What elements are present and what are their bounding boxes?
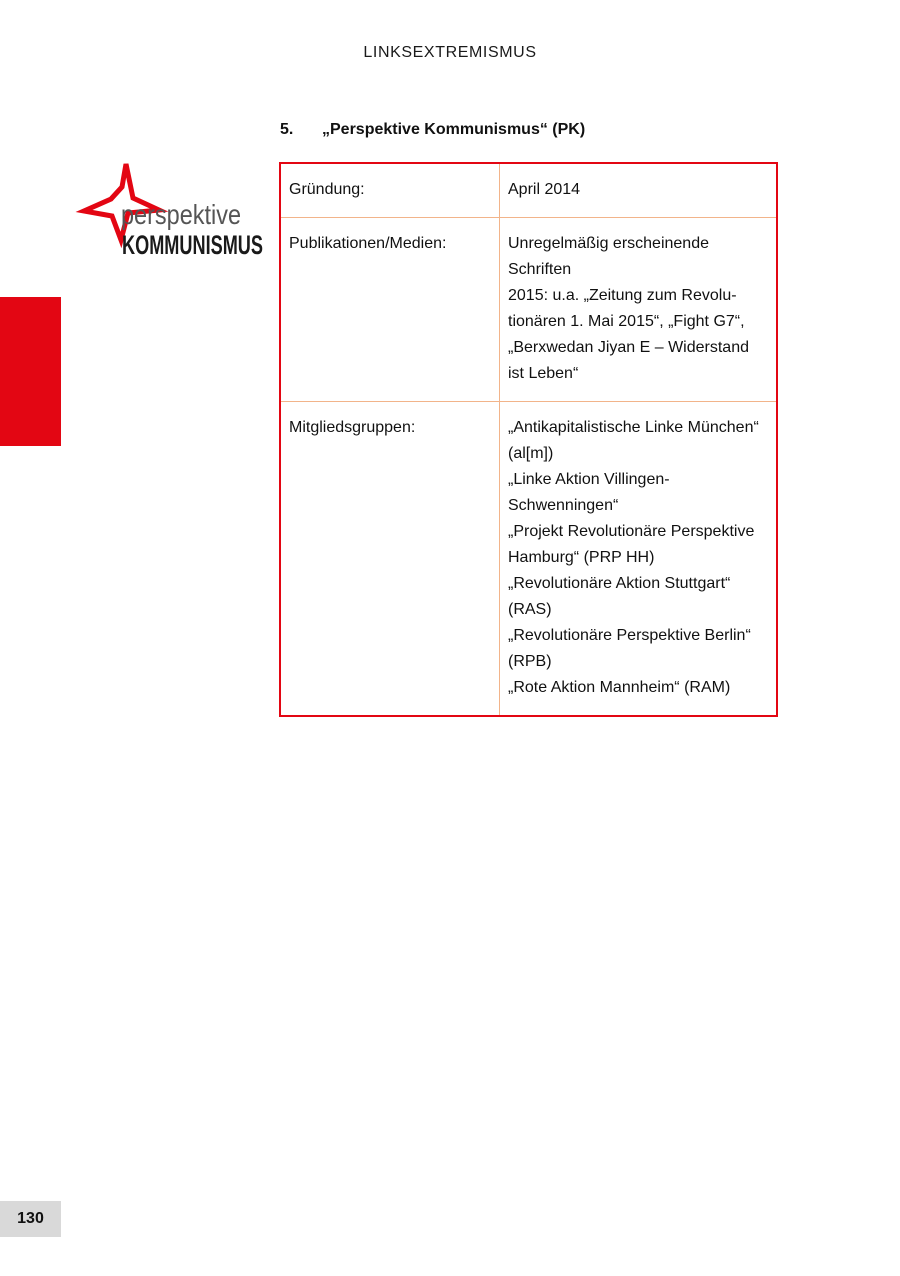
value-line: Schriften <box>508 261 572 278</box>
value-line: „Revolutionäre Perspektive Berlin“ <box>508 627 751 644</box>
value-line: (RAS) <box>508 601 552 618</box>
perspektive-kommunismus-logo <box>82 162 264 262</box>
section-heading <box>280 121 585 139</box>
page-number: 130 <box>0 1201 61 1237</box>
value-line: ist Leben“ <box>508 365 579 382</box>
logo-line2: KOMMUNISMUS <box>122 230 263 260</box>
row-value <box>500 402 778 717</box>
logo-line1: perspektive <box>121 199 241 230</box>
chapter-color-tab <box>0 297 61 446</box>
running-header: LINKSEXTREMISMUS <box>363 44 537 61</box>
value-line: (RPB) <box>508 653 552 670</box>
section-number: 5. <box>280 121 294 138</box>
value-line: 2015: u.a. „Zeitung zum Revolu- <box>508 287 737 304</box>
value-line: „Antikapitalistische Linke München“ <box>508 419 759 436</box>
value-line: „Berxwedan Jiyan E – Widerstand <box>508 339 749 356</box>
value-line: „Projekt Revolutionäre Perspektive <box>508 523 755 540</box>
row-value <box>500 163 778 218</box>
row-value <box>500 218 778 402</box>
section-title: „Perspektive Kommunismus“ (PK) <box>322 121 586 138</box>
table-row <box>280 402 777 717</box>
value-line: (al[m]) <box>508 445 554 462</box>
value-line: „Rote Aktion Mannheim“ (RAM) <box>508 679 731 696</box>
value-line: „Revolutionäre Aktion Stuttgart“ <box>508 575 731 592</box>
row-label: Mitgliedsgruppen: <box>280 402 500 717</box>
value-line: Hamburg“ (PRP HH) <box>508 549 655 566</box>
value-line: „Linke Aktion Villingen- <box>508 471 670 488</box>
table-row <box>280 218 777 402</box>
row-label: Gründung: <box>280 163 500 218</box>
table-row <box>280 163 777 218</box>
value-line: Unregelmäßig erscheinende <box>508 235 709 252</box>
value-line: April 2014 <box>508 181 581 198</box>
organization-info-table <box>279 162 778 717</box>
row-label: Publikationen/Medien: <box>280 218 500 402</box>
value-line: Schwenningen“ <box>508 497 619 514</box>
value-line: tionären 1. Mai 2015“, „Fight G7“, <box>508 313 745 330</box>
